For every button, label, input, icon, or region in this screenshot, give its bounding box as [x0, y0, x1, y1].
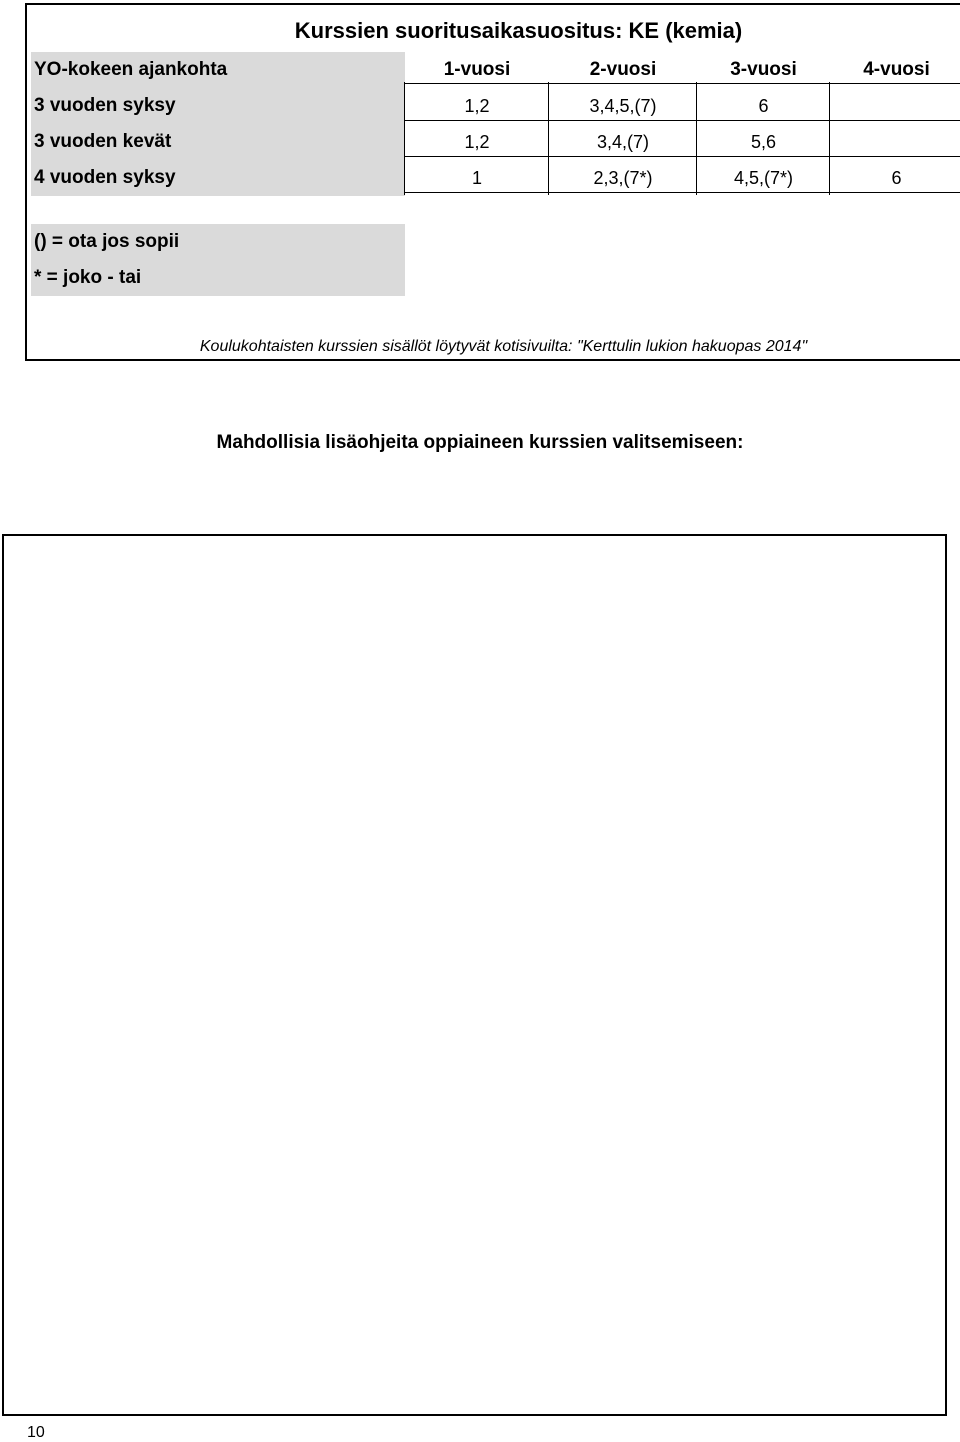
header-col-3: 3-vuosi: [730, 59, 797, 80]
legend-item: * = joko - tai: [34, 267, 142, 288]
row-cell: 6: [758, 96, 769, 116]
header-label: YO-kokeen ajankohta: [31, 52, 405, 88]
grid-line: [696, 82, 697, 195]
notes-area: [2, 534, 947, 1416]
table-row: [31, 124, 960, 160]
row-cell: 3,4,(7): [596, 132, 650, 152]
table-row: [31, 88, 960, 124]
grid-line: [548, 82, 549, 195]
table-title: Kurssien suoritusaikasuositus: KE (kemia): [294, 18, 743, 43]
grid-line: [404, 156, 960, 157]
row-label: 3 vuoden kevät: [31, 124, 405, 160]
grid-line: [404, 192, 960, 193]
table-row: [31, 160, 960, 196]
header-col-2: 2-vuosi: [589, 59, 657, 80]
row-cell: [830, 124, 960, 160]
header-col-1: 1-vuosi: [443, 59, 511, 80]
legend: [31, 224, 405, 296]
page-number: 10: [27, 1424, 45, 1441]
row-cell: 5,6: [750, 132, 777, 152]
row-cell: 4,5,(7*): [733, 168, 794, 188]
grid-line: [829, 82, 830, 195]
row-cell: 1: [471, 168, 482, 188]
row-label: 4 vuoden syksy: [31, 160, 405, 196]
grid-line: [404, 82, 405, 195]
row-cell: 1,2: [464, 132, 490, 152]
row-label: 3 vuoden syksy: [31, 88, 405, 124]
header-col-4: 4-vuosi: [863, 59, 930, 80]
grid-line: [404, 83, 960, 84]
row-cell: 6: [891, 168, 902, 188]
row-cell: 2,3,(7*): [593, 168, 653, 188]
course-timing-table: [25, 3, 960, 361]
notes-heading: Mahdollisia lisäohjeita oppiaineen kurssien valitsemiseen:: [216, 432, 744, 453]
grid-line: [404, 120, 960, 121]
row-cell: [830, 88, 960, 124]
row-cell: 3,4,5,(7): [589, 96, 657, 116]
footnote: Koulukohtaisten kurssien sisällöt löytyvät kotisivuilta: "Kerttulin lukion hakuopas 2014": [199, 338, 808, 355]
legend-item: () = ota jos sopii: [34, 231, 180, 252]
row-cell: 1,2: [464, 96, 490, 116]
